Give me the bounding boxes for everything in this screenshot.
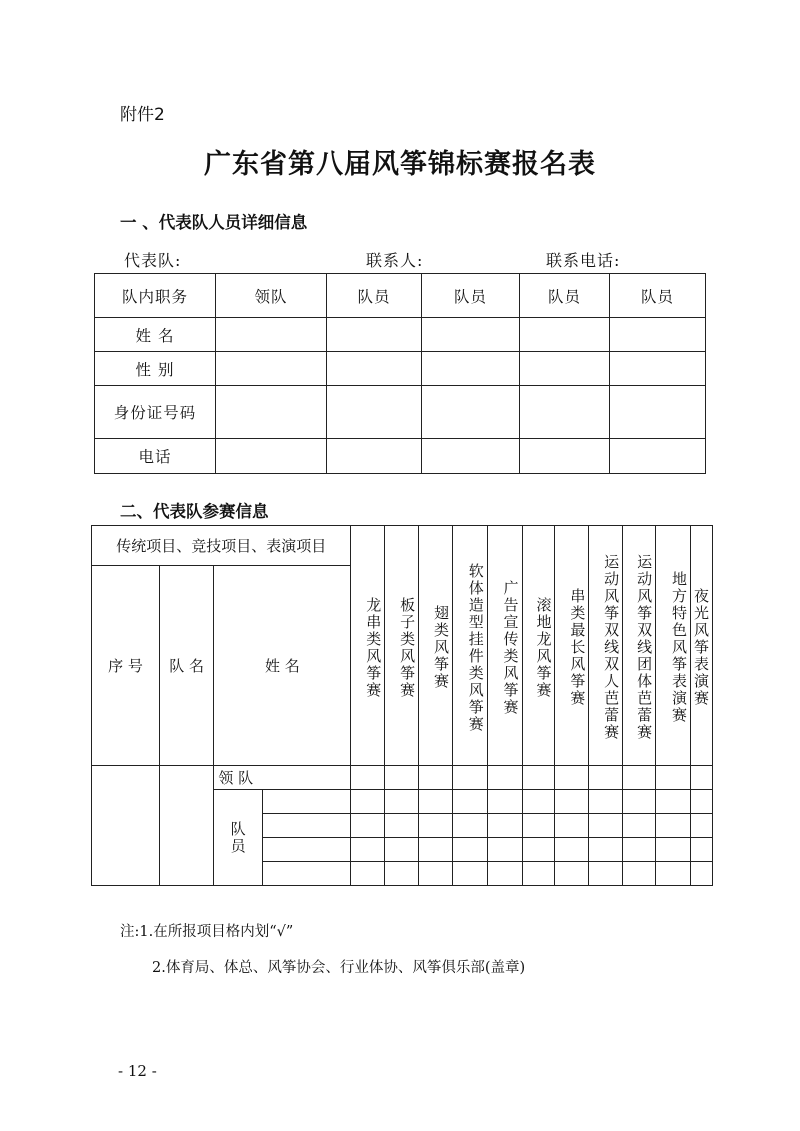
mark-cell[interactable] [351,862,385,886]
mark-cell[interactable] [487,790,522,814]
personnel-header-row [95,274,706,318]
input-cell[interactable] [610,386,706,439]
mark-cell[interactable] [555,814,589,838]
mark-cell[interactable] [487,862,522,886]
mark-cell[interactable] [522,814,555,838]
event-header: 地方特色风筝表演赛 [656,526,691,766]
input-cell[interactable] [216,318,327,352]
seq-header: 序 号 [92,566,160,766]
contact-label: 联系人: [366,251,424,270]
table-row [95,352,706,386]
mark-cell[interactable] [385,862,419,886]
mark-cell[interactable] [623,790,656,814]
input-cell[interactable] [520,352,610,386]
col-header: 队内职务 [95,274,216,318]
input-cell[interactable] [216,352,327,386]
member-label-text: 队员 [228,820,247,855]
input-cell[interactable] [422,318,520,352]
mark-cell[interactable] [452,862,487,886]
mark-cell[interactable] [385,838,419,862]
seq-cell[interactable] [92,766,160,886]
mark-cell[interactable] [351,814,385,838]
mark-cell[interactable] [691,814,713,838]
mark-cell[interactable] [656,838,691,862]
note-2: 2.体育局、体总、风筝协会、行业体协、风筝俱乐部(盖章) [152,960,526,976]
mark-cell[interactable] [623,766,656,790]
event-header: 板子类风筝赛 [385,526,419,766]
name-cell[interactable] [262,814,351,838]
mark-cell[interactable] [589,862,623,886]
input-cell[interactable] [422,352,520,386]
mark-cell[interactable] [385,766,419,790]
team-label: 代表队: [124,251,182,270]
note-1: 注:1.在所报项目格内划“√” [120,924,294,940]
mark-cell[interactable] [623,862,656,886]
col-header: 队员 [610,274,706,318]
mark-cell[interactable] [555,790,589,814]
input-cell[interactable] [520,318,610,352]
input-cell[interactable] [327,386,422,439]
mark-cell[interactable] [452,838,487,862]
input-cell[interactable] [327,439,422,474]
mark-cell[interactable] [419,814,453,838]
phone-label: 联系电话: [546,251,621,270]
leader-label: 领 队 [214,766,351,790]
mark-cell[interactable] [555,862,589,886]
mark-cell[interactable] [623,814,656,838]
mark-cell[interactable] [691,838,713,862]
mark-cell[interactable] [419,766,453,790]
mark-cell[interactable] [656,766,691,790]
input-cell[interactable] [216,386,327,439]
col-header: 队员 [422,274,520,318]
row-label: 姓 名 [95,318,216,352]
input-cell[interactable] [610,352,706,386]
mark-cell[interactable] [487,838,522,862]
team-header: 队 名 [160,566,214,766]
input-cell[interactable] [216,439,327,474]
event-header: 广告宣传类风筝赛 [487,526,522,766]
row-label: 电话 [95,439,216,474]
event-header: 翅类风筝赛 [419,526,453,766]
mark-cell[interactable] [691,790,713,814]
section2-heading: 二、代表队参赛信息 [120,502,269,521]
col-header: 队员 [520,274,610,318]
mark-cell[interactable] [589,838,623,862]
mark-cell[interactable] [452,814,487,838]
mark-cell[interactable] [385,814,419,838]
mark-cell[interactable] [419,790,453,814]
mark-cell[interactable] [656,790,691,814]
name-header: 姓 名 [214,566,351,766]
mark-cell[interactable] [589,790,623,814]
form-title: 广东省第八届风筝锦标赛报名表 [204,149,596,180]
col-header: 队员 [327,274,422,318]
mark-cell[interactable] [487,814,522,838]
mark-cell[interactable] [351,766,385,790]
table-row [95,318,706,352]
name-cell[interactable] [262,838,351,862]
event-header: 软体造型挂件类风筝赛 [452,526,487,766]
mark-cell[interactable] [522,862,555,886]
mark-cell[interactable] [487,766,522,790]
row-label: 性 别 [95,352,216,386]
category-header: 传统项目、竞技项目、表演项目 [92,526,351,566]
mark-cell[interactable] [555,838,589,862]
name-cell[interactable] [262,790,351,814]
personnel-table [94,273,706,474]
mark-cell[interactable] [656,814,691,838]
event-header: 滚地龙风筝赛 [522,526,555,766]
input-cell[interactable] [520,439,610,474]
event-header: 夜光风筝表演赛 [691,526,713,766]
mark-cell[interactable] [385,790,419,814]
mark-cell[interactable] [691,862,713,886]
mark-cell[interactable] [691,766,713,790]
mark-cell[interactable] [522,790,555,814]
row-label: 身份证号码 [95,386,216,439]
event-header: 运动风筝双线团体芭蕾赛 [623,526,656,766]
event-header: 龙串类风筝赛 [351,526,385,766]
input-cell[interactable] [520,386,610,439]
member-label [214,790,262,886]
mark-cell[interactable] [656,862,691,886]
team-cell[interactable] [160,766,214,886]
mark-cell[interactable] [522,766,555,790]
input-cell[interactable] [422,439,520,474]
input-cell[interactable] [422,386,520,439]
input-cell[interactable] [327,352,422,386]
input-cell[interactable] [327,318,422,352]
mark-cell[interactable] [452,790,487,814]
mark-cell[interactable] [351,838,385,862]
table-row [95,439,706,474]
mark-cell[interactable] [419,838,453,862]
mark-cell[interactable] [589,766,623,790]
input-cell[interactable] [610,439,706,474]
mark-cell[interactable] [351,790,385,814]
table-row [95,386,706,439]
mark-cell[interactable] [419,862,453,886]
page-number: - 12 - [118,1062,157,1080]
mark-cell[interactable] [589,814,623,838]
events-table [91,525,713,886]
input-cell[interactable] [610,318,706,352]
mark-cell[interactable] [623,838,656,862]
mark-cell[interactable] [555,766,589,790]
event-header: 串类最长风筝赛 [555,526,589,766]
table-row [92,766,713,790]
mark-cell[interactable] [522,838,555,862]
event-header: 运动风筝双线双人芭蕾赛 [589,526,623,766]
col-header: 领队 [216,274,327,318]
name-cell[interactable] [262,862,351,886]
attachment-label: 附件2 [120,105,165,125]
mark-cell[interactable] [452,766,487,790]
events-header-row [92,526,713,566]
section1-heading: 一 、代表队人员详细信息 [120,213,308,232]
